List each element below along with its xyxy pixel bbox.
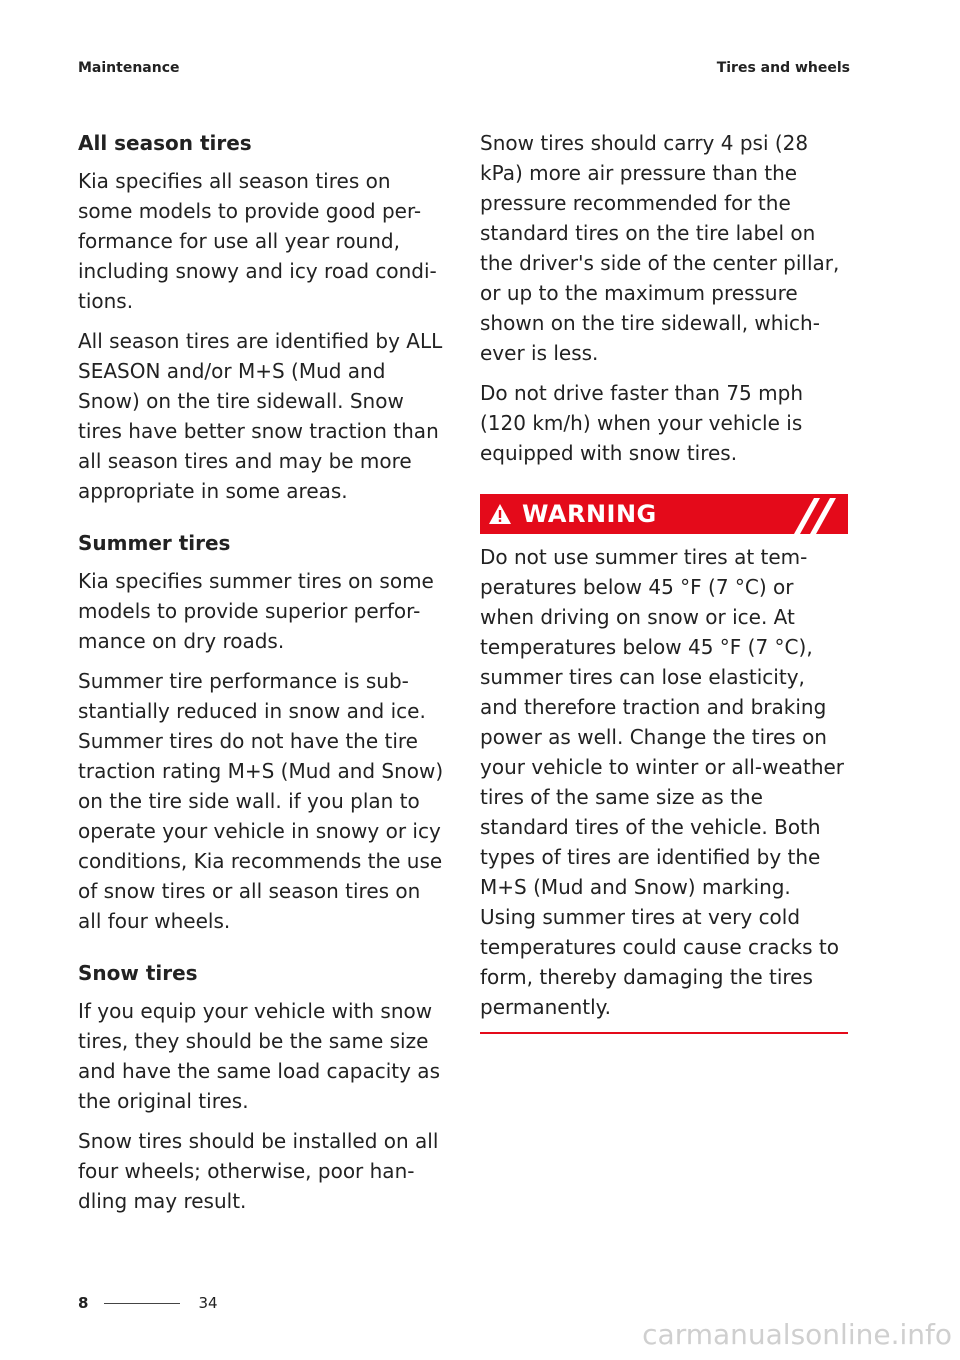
- snow-speed-paragraph: Do not drive faster than 75 mph (120 km/h) when your vehicle is equipped with snow tires.: [480, 381, 803, 465]
- left-column: [78, 128, 450, 1238]
- page-footer: [78, 1294, 218, 1312]
- all-season-paragraph-2: All season tires are identified by ALL SEASON and/or M+S (Mud and Snow) on the tire sidewall. Snow tires have better snow traction than all season tires and may be more appropriate in some areas.: [78, 329, 443, 503]
- snow-heading: Snow tires: [78, 961, 198, 985]
- summer-section: [78, 528, 450, 936]
- warning-bottom-rule: [480, 1032, 848, 1034]
- warning-text: Do not use summer tires at tem-peratures below 45 °F (7 °C) or when driving on snow or ice. At temperatures below 45 °F (7 °C), summer tires can lose elasticity, and therefore traction and braking power as well. Change the tires on your vehicle to winter or all-weather tires of the same size as the standard tires of the vehicle. Both types of tires are identified by the M+S (Mud and Snow) marking. Using summer tires at very cold temperatures could cause cracks to form, thereby damaging the tires permanently.: [480, 545, 845, 1019]
- snow-paragraph-1: If you equip your vehicle with snow tires, they should be the same size and have the same load capacity as the original tires.: [78, 999, 440, 1113]
- summer-paragraph-2: Summer tire performance is sub-stantially reduced in snow and ice. Summer tires do not have the tire traction rating M+S (Mud and Snow) on the tire side wall. if you plan to operate your vehicle in snowy or icy conditions, Kia recommends the use of snow tires or all season tires on all four wheels.: [78, 669, 444, 933]
- footer-divider: [104, 1303, 180, 1304]
- all-season-heading: All season tires: [78, 131, 252, 155]
- right-column: [480, 128, 848, 1034]
- snow-section: [78, 958, 450, 1216]
- watermark: carmanualsonline.info: [642, 1318, 952, 1351]
- warning-banner: [480, 494, 848, 534]
- all-season-paragraph-1: Kia specifies all season tires on some models to provide good per-formance for use all year round, including snowy and icy road condi-tions.: [78, 169, 437, 313]
- snow-pressure-paragraph: Snow tires should carry 4 psi (28 kPa) more air pressure than the pressure recommended for the standard tires on the tire label on the driver's side of the center pillar, or up to the maximum pressure shown on the tire sidewall, which-ever is less.: [480, 131, 840, 365]
- summer-paragraph-1: Kia specifies summer tires on some models to provide superior perfor-mance on dry roads.: [78, 569, 434, 653]
- running-header-topic: Tires and wheels: [716, 60, 850, 76]
- summer-heading: Summer tires: [78, 531, 231, 555]
- warning-title: WARNING: [522, 500, 657, 528]
- chapter-number: 8: [78, 1294, 89, 1312]
- snow-paragraph-2: Snow tires should be installed on all four wheels; otherwise, poor han-dling may result.: [78, 1129, 439, 1213]
- warning-slash-decoration: [788, 494, 848, 534]
- warning-triangle-icon: [488, 503, 512, 525]
- running-header-section: Maintenance: [78, 60, 180, 76]
- page-number: 34: [198, 1294, 218, 1312]
- all-season-section: [78, 128, 450, 506]
